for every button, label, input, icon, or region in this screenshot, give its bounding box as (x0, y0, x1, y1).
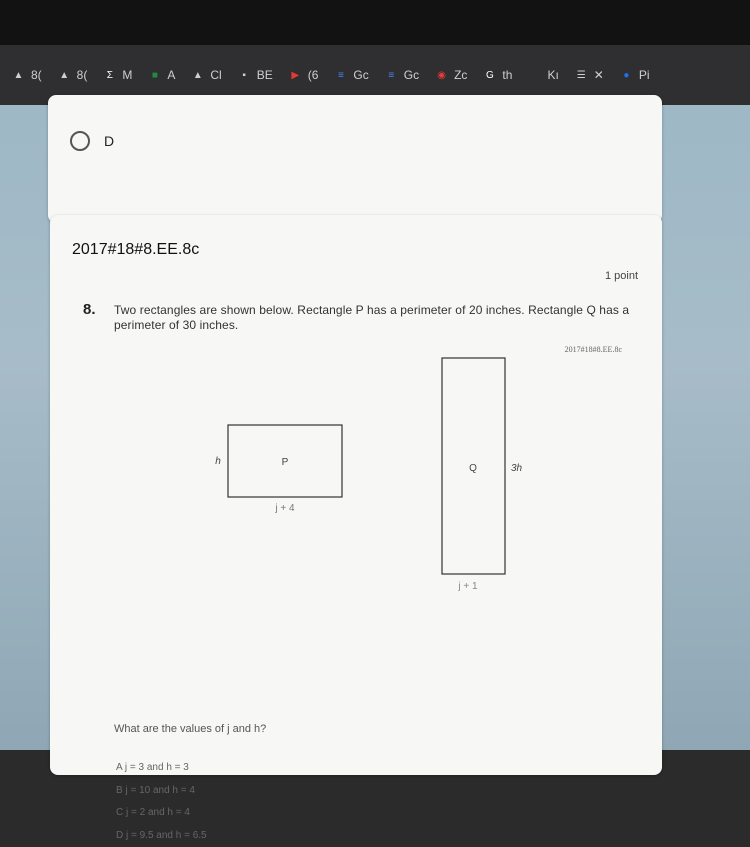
browser-tab[interactable] (4, 61, 50, 89)
browser-tab[interactable] (427, 61, 475, 89)
browser-tab[interactable] (520, 61, 566, 89)
option-d-label: D (104, 133, 114, 149)
browser-tab-label: M (122, 68, 132, 82)
choice-d: D j = 9.5 and h = 6.5 (116, 825, 207, 847)
browser-tab[interactable] (612, 61, 658, 89)
rectangle-q-height-label: 3h (511, 463, 523, 474)
rectangle-p-height-label: h (215, 456, 221, 467)
quiz-page (0, 105, 750, 750)
list-icon: ☰ (575, 69, 588, 82)
target-icon: ◉ (435, 69, 448, 82)
browser-tab-label: Gc (404, 68, 419, 82)
browser-tab-label: Cl (210, 68, 221, 82)
choice-b: B j = 10 and h = 4 (116, 780, 207, 803)
browser-tab-label: ✕ (594, 68, 604, 82)
browser-tab[interactable] (50, 61, 96, 89)
upload-icon: ▲ (58, 69, 71, 82)
browser-tab-label: A (167, 68, 175, 82)
question-number: 8. (83, 301, 96, 318)
blank-icon (528, 69, 541, 82)
browser-tab[interactable] (95, 61, 140, 89)
browser-tab[interactable] (281, 61, 327, 89)
browser-tab[interactable] (183, 61, 229, 89)
rectangle-q-name: Q (469, 463, 477, 474)
google-icon: G (483, 69, 496, 82)
question-card (50, 215, 662, 775)
screen-bezel (0, 0, 750, 45)
rectangle-q-width-label: j + 1 (457, 581, 478, 592)
browser-tab-label: (6 (308, 68, 319, 82)
previous-question-card (48, 95, 662, 223)
points-label: 1 point (605, 270, 638, 282)
answer-choices (116, 757, 207, 847)
browser-tab-label: th (502, 68, 512, 82)
upload-icon: ▲ (12, 69, 25, 82)
youtube-icon: ▶ (289, 69, 302, 82)
browser-tab[interactable] (567, 61, 612, 89)
bbc-icon: ▪ (238, 69, 251, 82)
sigma-icon: Σ (103, 69, 116, 82)
question-prompt: What are the values of j and h? (114, 723, 266, 735)
rectangle-p-width-label: j + 4 (274, 503, 295, 514)
browser-tab-label: BE (257, 68, 273, 82)
browser-tab[interactable] (326, 61, 376, 89)
rectangles-figure (50, 215, 662, 715)
browser-tab-label: Kı (547, 68, 558, 82)
choice-c: C j = 2 and h = 4 (116, 802, 207, 825)
classroom-icon: ■ (148, 69, 161, 82)
browser-tab[interactable] (140, 61, 183, 89)
browser-tab-label: Pi (639, 68, 650, 82)
rectangle-p-name: P (282, 457, 289, 468)
choice-a: A j = 3 and h = 3 (116, 757, 207, 780)
browser-tab-label: Gc (353, 68, 368, 82)
question-text: Two rectangles are shown below. Rectangle P has a perimeter of 20 inches. Rectangle Q has a perimeter of 30 inches. (114, 303, 634, 333)
browser-tab[interactable] (377, 61, 427, 89)
question-reference: 2017#18#8.EE.8c (565, 345, 622, 354)
question-id: 2017#18#8.EE.8c (72, 241, 199, 259)
browser-tab[interactable] (475, 61, 520, 89)
radio-option-d[interactable] (70, 131, 90, 151)
browser-tab-label: Zc (454, 68, 467, 82)
meet-icon: ● (620, 69, 633, 82)
browser-tab-label: 8( (31, 68, 42, 82)
browser-tab[interactable] (230, 61, 281, 89)
browser-tab-label: 8( (77, 68, 88, 82)
upload-icon: ▲ (191, 69, 204, 82)
forms-icon: ≡ (334, 69, 347, 82)
forms-icon: ≡ (385, 69, 398, 82)
